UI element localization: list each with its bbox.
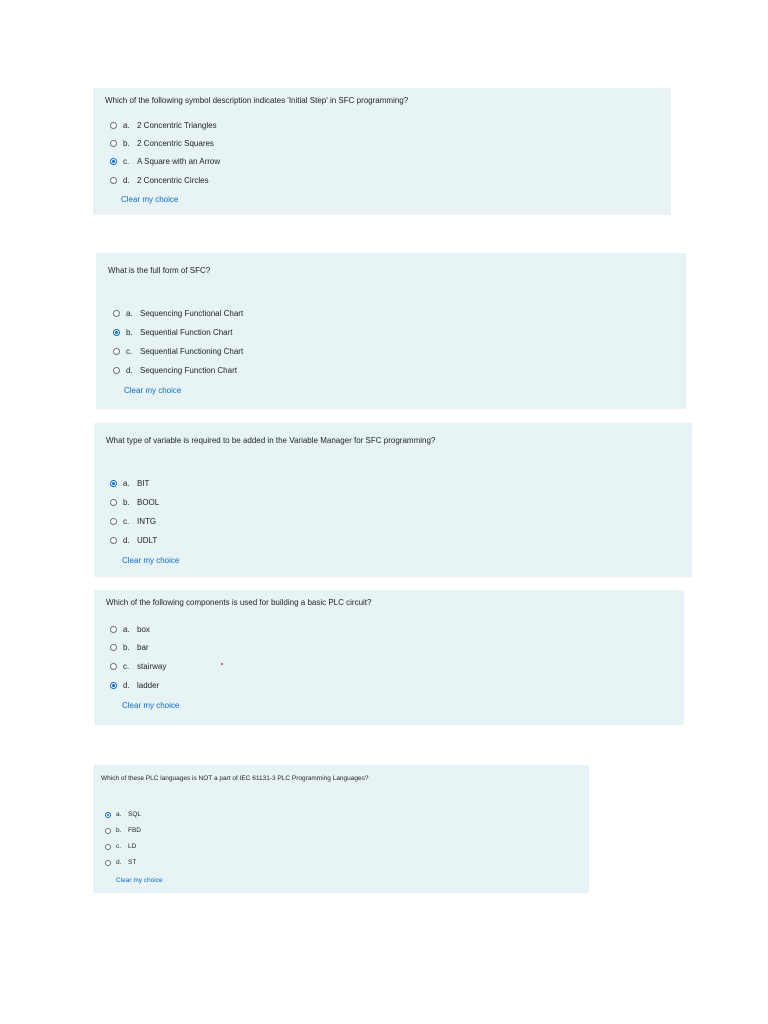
- radio-button[interactable]: [110, 499, 117, 506]
- option-letter: a.: [126, 309, 133, 318]
- option-letter: d.: [123, 176, 130, 185]
- option-d[interactable]: [110, 681, 159, 690]
- option-label: SQL: [128, 811, 142, 818]
- option-c[interactable]: [113, 347, 243, 356]
- option-a[interactable]: [105, 811, 141, 818]
- radio-button[interactable]: [110, 518, 117, 525]
- question-text: Which of the following symbol description indicates 'Initial Step' in SFC programming?: [105, 96, 409, 105]
- option-label: Sequential Function Chart: [140, 328, 233, 337]
- option-label: LD: [128, 843, 137, 850]
- radio-button[interactable]: [113, 348, 120, 355]
- option-b[interactable]: [105, 827, 141, 834]
- radio-button-selected[interactable]: [105, 812, 111, 818]
- option-letter: a.: [123, 479, 130, 488]
- clear-choice-link[interactable]: Clear my choice: [122, 701, 180, 710]
- option-letter: d.: [116, 859, 122, 866]
- option-label: ladder: [137, 681, 160, 690]
- option-letter: d.: [123, 536, 130, 545]
- radio-button[interactable]: [105, 844, 111, 850]
- option-label: 2 Concentric Squares: [137, 139, 214, 148]
- clear-choice-link[interactable]: Clear my choice: [121, 195, 179, 204]
- option-a[interactable]: [110, 479, 149, 488]
- question-card-3: [94, 423, 692, 577]
- radio-button[interactable]: [113, 367, 120, 374]
- radio-button-selected[interactable]: [110, 682, 117, 689]
- radio-button-selected[interactable]: [113, 329, 120, 336]
- radio-button[interactable]: [110, 626, 117, 633]
- option-label: Sequencing Functional Chart: [140, 309, 244, 318]
- option-letter: b.: [126, 328, 133, 337]
- option-label: ST: [128, 859, 137, 866]
- option-b[interactable]: [110, 643, 149, 652]
- option-c[interactable]: [110, 662, 166, 671]
- option-label: FBD: [128, 827, 141, 834]
- option-letter: c.: [116, 843, 122, 850]
- option-d[interactable]: [110, 536, 157, 545]
- radio-button[interactable]: [110, 537, 117, 544]
- question-text: Which of these PLC languages is NOT a part of IEC 61131-3 PLC Programming Languages?: [101, 775, 369, 782]
- option-letter: c.: [126, 347, 133, 356]
- radio-button[interactable]: [110, 177, 117, 184]
- question-card-5: [93, 765, 589, 893]
- option-c[interactable]: [105, 843, 136, 850]
- option-letter: c.: [123, 517, 130, 526]
- question-text: What is the full form of SFC?: [108, 266, 211, 275]
- option-letter: c.: [123, 662, 130, 671]
- clear-choice-link[interactable]: Clear my choice: [122, 556, 180, 565]
- radio-button[interactable]: [105, 828, 111, 834]
- radio-button[interactable]: [110, 122, 117, 129]
- option-letter: a.: [123, 625, 130, 634]
- option-letter: b.: [123, 498, 130, 507]
- option-letter: b.: [123, 139, 130, 148]
- option-label: A Square with an Arrow: [137, 157, 221, 166]
- option-label: BIT: [137, 479, 150, 488]
- option-label: BOOL: [137, 498, 160, 507]
- option-label: bar: [137, 643, 149, 652]
- question-card-2: [96, 253, 686, 409]
- radio-button[interactable]: [110, 663, 117, 670]
- question-card-1: [93, 88, 671, 215]
- option-letter: a.: [123, 121, 130, 130]
- option-label: INTG: [137, 517, 157, 526]
- option-c[interactable]: [110, 517, 156, 526]
- radio-button[interactable]: [110, 644, 117, 651]
- radio-button-selected[interactable]: [110, 480, 117, 487]
- option-letter: a.: [116, 811, 122, 818]
- option-label: 2 Concentric Circles: [137, 176, 209, 185]
- option-label: box: [137, 625, 150, 634]
- option-b[interactable]: [110, 139, 214, 148]
- option-d[interactable]: [110, 176, 209, 185]
- clear-choice-link[interactable]: Clear my choice: [116, 877, 163, 884]
- clear-choice-link[interactable]: Clear my choice: [124, 386, 182, 395]
- option-letter: b.: [123, 643, 130, 652]
- question-text: What type of variable is required to be added in the Variable Manager for SFC programming?: [106, 436, 436, 445]
- option-label: UDLT: [137, 536, 158, 545]
- radio-button[interactable]: [110, 140, 117, 147]
- option-letter: b.: [116, 827, 122, 834]
- option-b[interactable]: [110, 498, 159, 507]
- question-text: Which of the following components is used for building a basic PLC circuit?: [106, 598, 372, 607]
- option-d[interactable]: [113, 366, 237, 375]
- option-letter: d.: [126, 366, 133, 375]
- option-b[interactable]: [113, 328, 233, 337]
- option-label: 2 Concentric Triangles: [137, 121, 217, 130]
- option-letter: d.: [123, 681, 130, 690]
- radio-button-selected[interactable]: [110, 158, 117, 165]
- option-a[interactable]: [110, 625, 150, 634]
- option-letter: c.: [123, 157, 130, 166]
- option-a[interactable]: [110, 121, 217, 130]
- question-card-4: [94, 590, 684, 725]
- option-label: Sequential Functioning Chart: [140, 347, 244, 356]
- radio-button[interactable]: [113, 310, 120, 317]
- option-label: Sequencing Function Chart: [140, 366, 237, 375]
- option-a[interactable]: [113, 309, 243, 318]
- option-c[interactable]: [110, 157, 220, 166]
- option-d[interactable]: [105, 859, 136, 866]
- red-dot-mark: [221, 663, 223, 665]
- option-label: stairway: [137, 662, 167, 671]
- radio-button[interactable]: [105, 860, 111, 866]
